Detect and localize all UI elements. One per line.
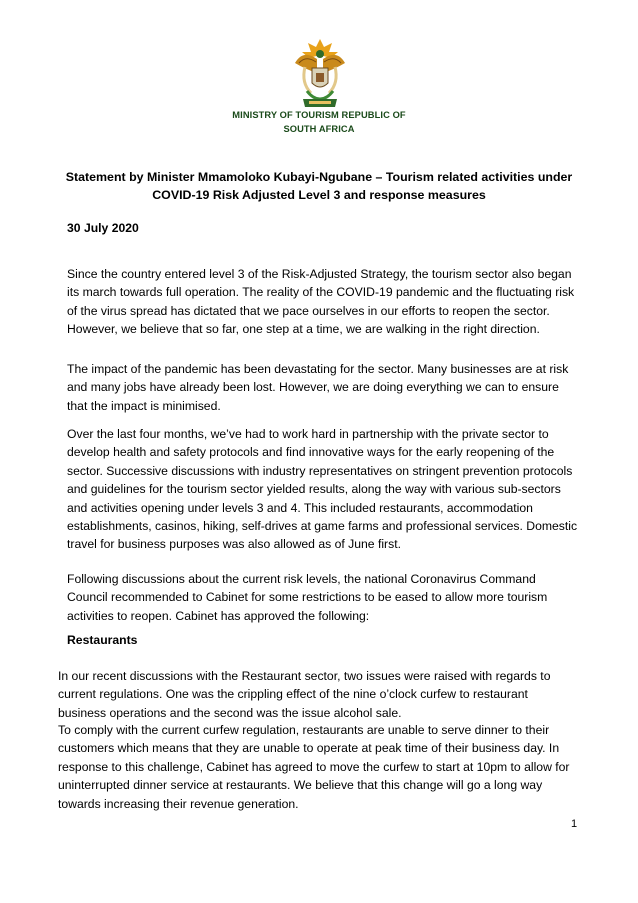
statement-date: 30 July 2020 — [67, 221, 139, 235]
paragraph-2: The impact of the pandemic has been devastating for the sector. Many businesses are at risk and many jobs have already been lost. However, we are doing everything we can to ensure that the impact is minimised. — [67, 362, 569, 413]
statement-title: Statement by Minister Mmamoloko Kubayi-Ngubane – Tourism related activities under COVID-19 Risk Adjusted Level 3 and response measures — [65, 170, 573, 202]
paragraph-4: Following discussions about the current risk levels, the national Coronavirus Command Council recommended to Cabinet for some restrictions to be eased to allow more tourism activities to reopen. Cabinet has approved the following: — [67, 572, 548, 623]
page-number: 1 — [571, 818, 578, 830]
restaurant-paragraph-1: In our recent discussions with the Restaurant sector, two issues were raised with regards to current regulations. One was the crippling effect of the nine o’clock curfew to restaurant business operations and the second was the issue alcohol sale. — [58, 669, 551, 720]
paragraph-1: Since the country entered level 3 of the Risk-Adjusted Strategy, the tourism sector also began its march towards full operation. The reality of the COVID-19 pandemic and the fluctuating risk of the virus spread has dictated that we pace ourselves in our efforts to reopen the sector. However, we believe that so far, one step at a time, we are walking in the right direction. — [67, 267, 575, 337]
paragraph-3: Over the last four months, we’ve had to work hard in partnership with the private sector to develop health and safety protocols and find innovative ways for the early reopening of the sector. Successive discussions with industry representatives on stringent prevention protocols and guidelines for the tourism sector yielded results, along the way with various sub-sectors and activities opening under levels 3 and 4. This included restaurants, accommodation establishments, casinos, hiking, self-drives at game farms and professional services. Domestic travel for business purposes was also allowed as of June first. — [67, 427, 578, 552]
section-heading-restaurants: Restaurants — [67, 633, 138, 647]
ministry-line-1: MINISTRY OF TOURISM REPUBLIC OF — [232, 110, 406, 120]
restaurant-paragraph-2: To comply with the current curfew regulation, restaurants are unable to serve dinner to their customers which means that they are unable to operate at peak time of their business day. In response to this challenge, Cabinet has agreed to move the curfew to start at 10pm to allow for uninterrupted dinner service at restaurants. We believe that this change will go a long way towards increasing their revenue generation. — [58, 723, 570, 811]
ministry-line-2: SOUTH AFRICA — [283, 124, 355, 134]
coat-of-arms-icon — [289, 33, 351, 111]
